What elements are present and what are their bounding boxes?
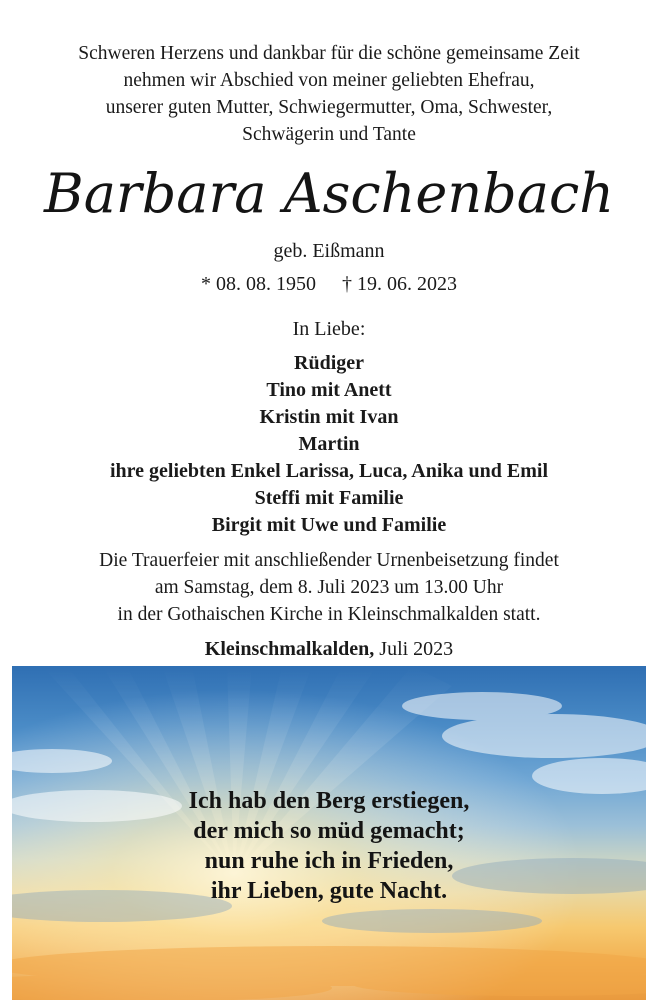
ceremony-info <box>12 547 646 628</box>
mourners-list <box>12 350 646 539</box>
place: Kleinschmalkalden, <box>204 638 375 660</box>
mourner: Steffi mit Familie <box>254 487 404 509</box>
intro-line: Schwägerin und Tante <box>242 124 416 145</box>
verse-line: Ich hab den Berg erstiegen, <box>188 788 470 814</box>
death-date: † 19. 06. 2023 <box>342 273 457 295</box>
notice-text-panel <box>12 12 646 666</box>
mourner: Tino mit Anett <box>266 379 392 401</box>
in-love-label: In Liebe: <box>292 318 366 340</box>
ceremony-line: Die Trauerfeier mit anschließender Urnenbeisetzung findet <box>99 550 559 571</box>
ceremony-line: am Samstag, dem 8. Juli 2023 um 13.00 Uhr <box>154 577 504 598</box>
deceased-name <box>12 154 646 234</box>
mourner: Kristin mit Ivan <box>259 406 399 428</box>
intro-line: nehmen wir Abschied von meiner geliebten Ehefrau, <box>123 70 535 91</box>
verse-line: der mich so müd gemacht; <box>193 818 465 844</box>
mourner: Martin <box>298 433 360 455</box>
maiden-name: geb. Eißmann <box>273 240 385 262</box>
memorial-verse <box>12 786 646 906</box>
verse-line: nun ruhe ich in Frieden, <box>204 848 454 874</box>
date: Juli 2023 <box>379 638 454 660</box>
ceremony-line: in der Gothaischen Kirche in Kleinschmalkalden statt. <box>117 604 541 625</box>
sunrise-sky-image <box>12 666 646 1000</box>
life-dates <box>12 271 646 297</box>
deceased-name-script: Barbara Aschenbach <box>42 162 615 225</box>
intro-line: unserer guten Mutter, Schwiegermutter, Oma, Schwester, <box>105 97 553 118</box>
mourner: ihre geliebten Enkel Larissa, Luca, Anika und Emil <box>109 460 549 482</box>
birth-date: * 08. 08. 1950 <box>201 273 316 295</box>
mourner: Birgit mit Uwe und Familie <box>211 514 447 536</box>
place-and-date <box>12 636 646 662</box>
intro-line: Schweren Herzens und dankbar für die schöne gemeinsame Zeit <box>78 43 580 64</box>
verse-line: ihr Lieben, gute Nacht. <box>210 878 448 904</box>
intro-text <box>12 40 646 148</box>
mourner: Rüdiger <box>294 352 364 374</box>
